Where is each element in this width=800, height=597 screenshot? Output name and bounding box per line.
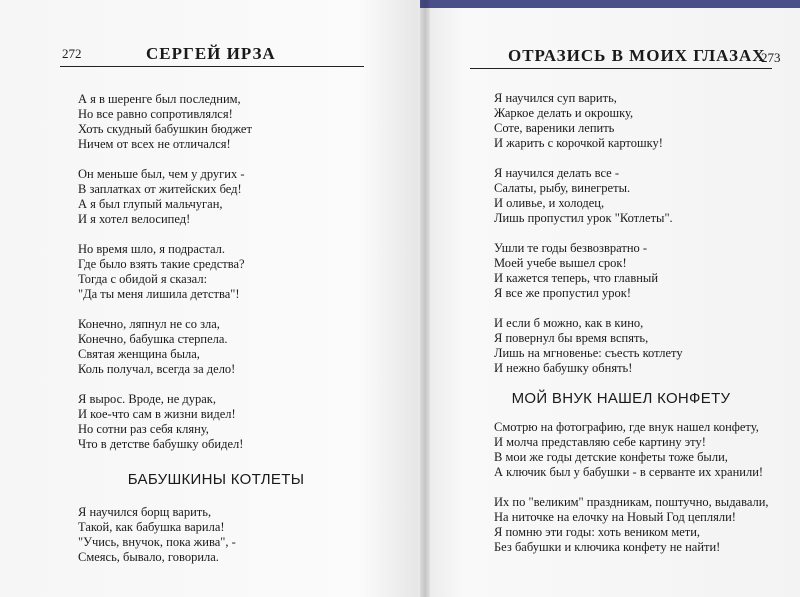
verse-line: Без бабушки и ключика конфету не найти! [494,540,721,554]
verse-line: Смеясь, бывало, говорила. [78,550,219,564]
page-number: 273 [761,50,781,65]
stanza [494,166,794,226]
stanza [494,91,794,151]
stanza [494,316,794,376]
verse-line: Конечно, ляпнул не со зла, [78,317,220,331]
page-number: 272 [62,46,82,61]
verse-line: Я научился борщ варить, [78,505,212,519]
verse-line: Смотрю на фотографию, где внук нашел конфету, [494,420,759,434]
stanza [78,242,398,302]
verse-line: А ключик был у бабушки - в серванте их хранили! [494,465,764,479]
verse-line: В заплатках от житейских бед! [78,182,242,196]
verse-line: Ушли те годы безвозвратно - [494,241,648,255]
verse-line: Святая женщина была, [78,347,200,361]
running-head: СЕРГЕЙ ИРЗА [146,44,276,63]
poem-title: МОЙ ВНУК НАШЕЛ КОНФЕТУ [511,390,731,407]
verse-line: И оливье, и холодец, [494,196,605,210]
verse-line: Конечно, бабушка стерпела. [78,332,228,346]
verse-line: Салаты, рыбу, винегреты. [494,181,631,195]
verse-line: Коль получал, всегда за дело! [78,362,236,376]
stanza [78,317,398,377]
header-rule [470,68,772,69]
stanza [494,241,794,301]
verse-line: Где было взять такие средства? [78,257,245,271]
verse-line: Ничем от всех не отличался! [78,137,231,151]
verse-line: Он меньше был, чем у других - [78,167,245,181]
stanza [494,420,794,480]
verse-line: Я научился делать все - [494,166,619,180]
verse-line: "Да ты меня лишила детства"! [78,287,240,301]
verse-line: Такой, как бабушка варила! [78,520,225,534]
verse-line: И кое-что сам в жизни видел! [78,407,236,421]
verse-line: И кажется теперь, что главный [494,271,659,285]
verse-line: В мои же годы детские конфеты тоже были, [494,450,728,464]
book-gutter [420,0,430,597]
verse-line: Лишь пропустил урок "Котлеты". [494,211,673,225]
verse-line: И жарить с корочкой картошку! [494,136,663,150]
verse-line: Их по "великим" праздникам, поштучно, выдавали, [494,495,769,509]
verse-line: Я помню эти годы: хоть веником мети, [494,525,701,539]
stanza [494,495,794,555]
verse-line: А я в шеренге был последним, [78,92,241,106]
stanza [78,505,398,565]
verse-line: И если б можно, как в кино, [494,316,644,330]
verse-line: Но сотни раз себя кляну, [78,422,209,436]
page-text [494,91,794,570]
verse-line: Лишь на мгновенье: съесть котлету [494,346,683,360]
stanza [78,92,398,152]
verse-line: "Учись, внучок, пока жива", - [78,535,236,549]
verse-line: Моей учебе вышел срок! [494,256,627,270]
verse-line: И молча представляю себе картину эту! [494,435,706,449]
poem-title: БАБУШКИНЫ КОТЛЕТЫ [127,471,305,488]
verse-line: А я был глупый мальчуган, [78,197,223,211]
verse-line: Я вырос. Вроде, не дурак, [78,392,216,406]
verse-line: Соте, вареники лепить [494,121,615,135]
verse-line: Хоть скудный бабушкин бюджет [78,122,252,136]
verse-line: И нежно бабушку обнять! [494,361,633,375]
verse-line: Я все же пропустил урок! [494,286,631,300]
verse-line: Я научился суп варить, [494,91,617,105]
stanza [78,392,398,452]
verse-line: Тогда с обидой я сказал: [78,272,208,286]
stanza [78,167,398,227]
verse-line: Но все равно сопротивлялся! [78,107,233,121]
verse-line: Что в детстве бабушку обидел! [78,437,244,451]
verse-line: И я хотел велосипед! [78,212,191,226]
verse-line: Но время шло, я подрастал. [78,242,226,256]
verse-line: Я повернул бы время вспять, [494,331,649,345]
right-page [430,0,800,597]
header-rule [60,66,364,67]
verse-line: На ниточке на елочку на Новый Год цепляли! [494,510,736,524]
running-head: ОТРАЗИСЬ В МОИХ ГЛАЗАХ [508,46,766,65]
page-text [78,92,398,580]
verse-line: Жаркое делать и окрошку, [494,106,634,120]
